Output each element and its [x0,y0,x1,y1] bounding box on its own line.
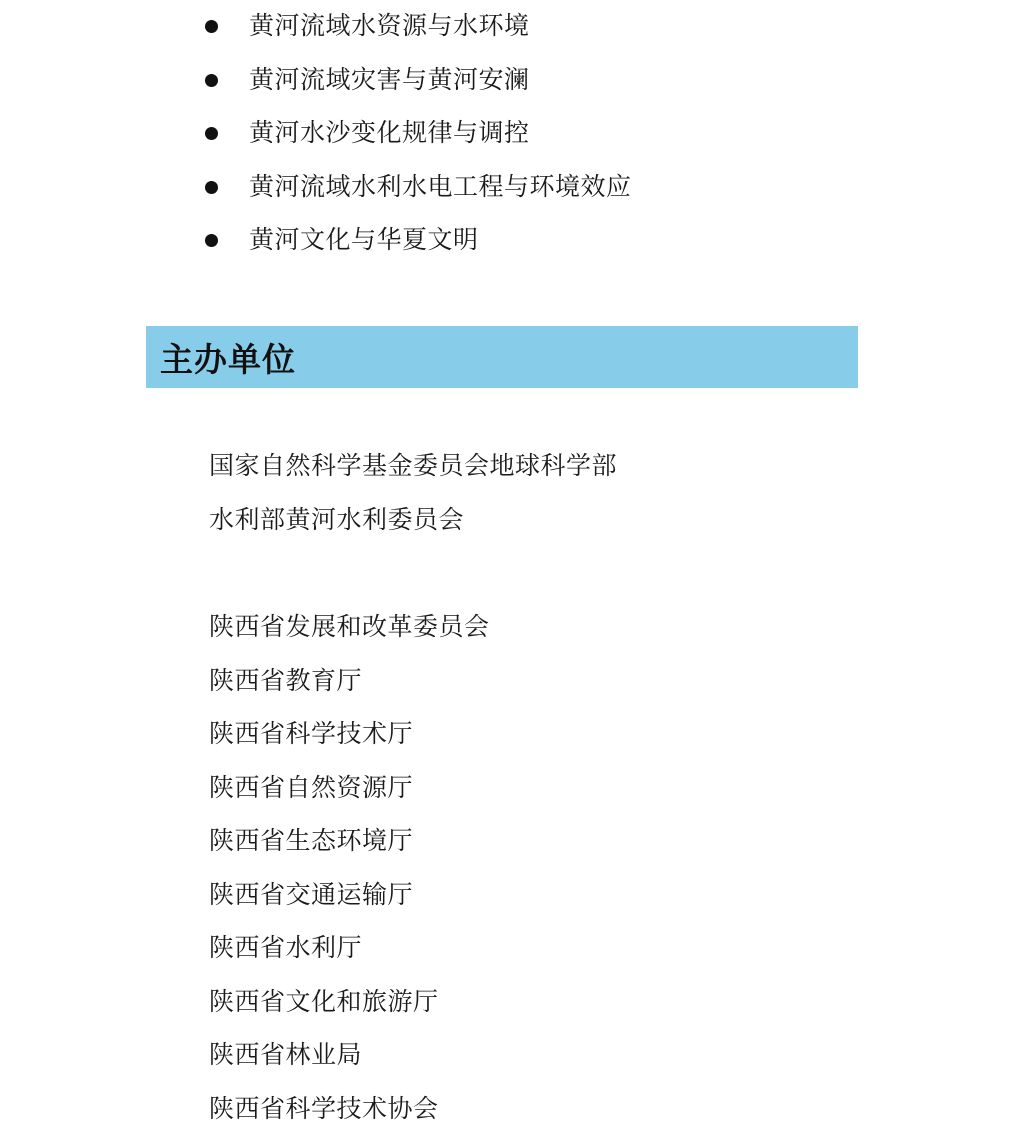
list-item: 陕西省发展和改革委员会 [209,601,909,655]
organizer-group-provincial [209,601,909,1136]
section-banner-organizers [146,326,858,388]
list-item: 国家自然科学基金委员会地球科学部 [209,440,909,494]
list-item [205,54,965,108]
organizer-group-national [209,440,909,547]
filled-circle-bullet-icon [205,20,218,33]
topic-label: 黄河流域水资源与水环境 [249,14,530,39]
list-item: 水利部黄河水利委员会 [209,494,909,548]
list-item: 陕西省科学技术厅 [209,708,909,762]
filled-circle-bullet-icon [205,74,218,87]
list-item: 陕西省生态环境厅 [209,815,909,869]
list-item [205,214,965,268]
topic-label: 黄河流域灾害与黄河安澜 [249,68,530,93]
topic-label: 黄河水沙变化规律与调控 [249,121,530,146]
list-item: 陕西省交通运输厅 [209,869,909,923]
list-item: 陕西省自然资源厅 [209,762,909,816]
list-item [205,107,965,161]
filled-circle-bullet-icon [205,127,218,140]
page-title: 主办单位 [160,334,296,381]
topic-list [205,0,965,268]
filled-circle-bullet-icon [205,181,218,194]
filled-circle-bullet-icon [205,234,218,247]
list-item: 陕西省水利厅 [209,922,909,976]
list-item: 陕西省科学技术协会 [209,1083,909,1136]
list-item: 陕西省林业局 [209,1029,909,1083]
topic-label: 黄河流域水利水电工程与环境效应 [249,175,632,200]
list-item: 陕西省文化和旅游厅 [209,976,909,1030]
list-item: 陕西省教育厅 [209,655,909,709]
topic-label: 黄河文化与华夏文明 [249,228,479,253]
list-item [205,0,965,54]
list-item [205,161,965,215]
